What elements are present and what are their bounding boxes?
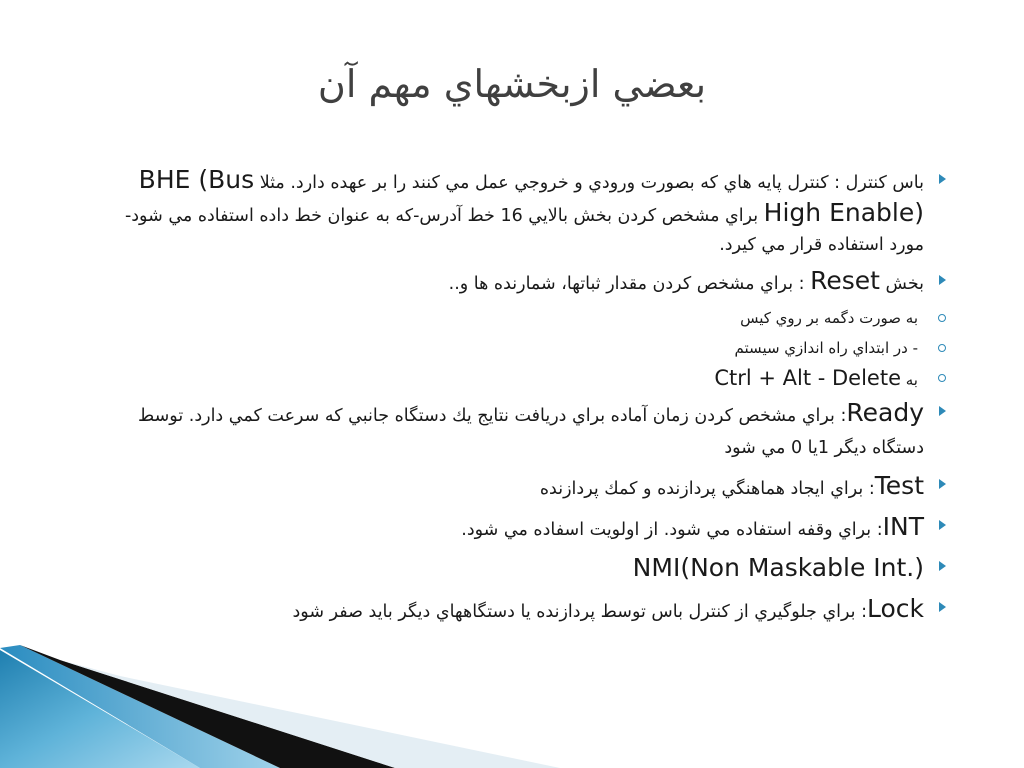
bullet-text: : براي ايجاد هماهنگي پردازنده و كمك پردازنده	[539, 479, 875, 499]
slide-title: بعضي ازبخشهاي مهم آن	[317, 62, 707, 106]
bullet-latin-term: Ready	[846, 398, 924, 427]
bullet-text: بخش	[879, 274, 924, 294]
bullet-text: باس کنترل : کنترل پايه هاي که بصورت ورودي و خروجي عمل مي کنند را بر عهده دارد. مثلا	[254, 173, 924, 193]
sub-bullet-latin-term: Ctrl + Alt - Delete	[714, 366, 901, 390]
bullet-text: : براي مشخص کردن مقدار ثباتها، شمارنده ها و..	[448, 274, 811, 294]
bullet-latin-term: INT	[882, 512, 924, 541]
bullet-latin-term: NMI(Non Maskable Int.)	[632, 553, 924, 582]
sub-bullet-text: به	[901, 371, 918, 389]
bullet-text: : براي وقفه استفاده مي شود. از اولويت اسفاده مي شود.	[461, 520, 883, 540]
bullet-latin-term: BHE (Bus High Enable)	[138, 165, 924, 227]
bullet-text: براي مشخص کردن بخش بالايي 16 خط آدرس-که به عنوان خط داده استفاده مي شود- مورد استفاده قرار مي کيرد.	[124, 206, 924, 255]
bullet-text: : براي جلوگيري از كنترل باس توسط پردازنده يا دستگاههاي ديگر بايد صفر شود	[292, 602, 867, 622]
bullet-latin-term: Reset	[810, 266, 880, 295]
bullet-latin-term: Lock	[866, 594, 924, 623]
bullet-text: : براي مشخص کردن زمان آماده براي دريافت نتايج يك دستگاه جانبي كه سرعت كمي دارد. توسط دستگاه ديگر 1يا 0 مي شود	[138, 406, 924, 458]
bullet-latin-term: Test	[874, 471, 924, 500]
sub-bullet-text: - در ابتداي راه اندازي سيستم	[734, 339, 918, 357]
sub-bullet-text: به صورت دگمه بر روي کيس	[740, 309, 918, 327]
